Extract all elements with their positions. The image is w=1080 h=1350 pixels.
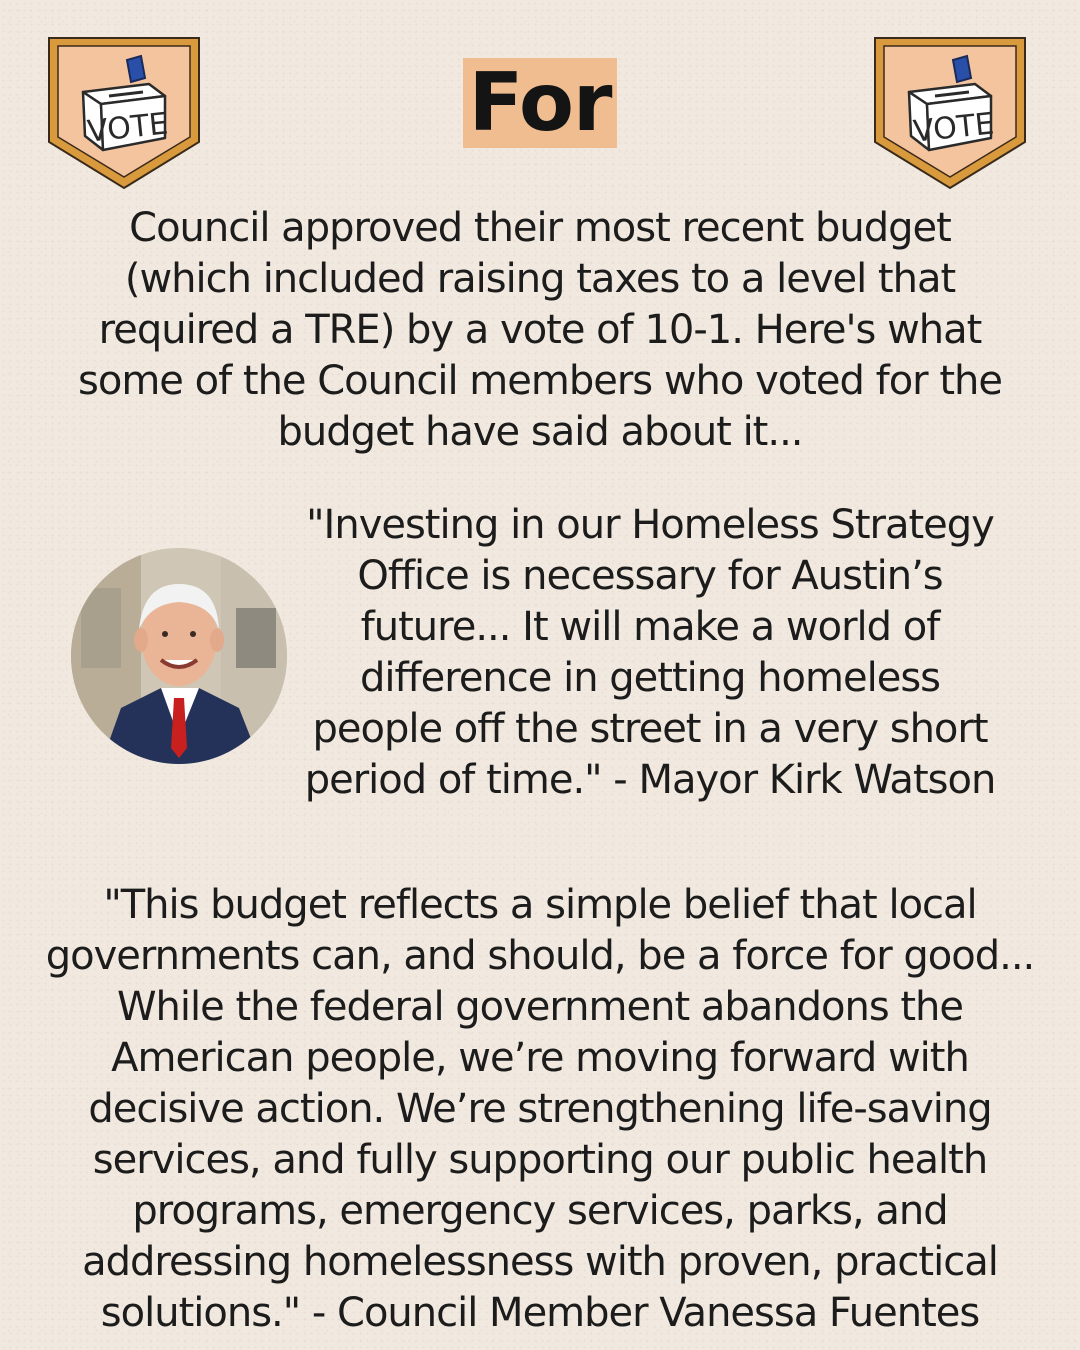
intro-text: Council approved their most recent budget (which included raising taxes to a level that required a TRE) by a vote of 10-1. Here's what some of the Council members who voted for the budget have said about it... bbox=[78, 205, 1002, 455]
vote-badge-right bbox=[871, 34, 1029, 192]
page-title: For bbox=[463, 58, 618, 148]
badge-vote-label: VOTE bbox=[911, 106, 996, 150]
portrait-image bbox=[71, 548, 287, 764]
mayor-portrait bbox=[71, 548, 287, 764]
quote-mayor: "Investing in our Homeless Strategy Office is necessary for Austin’s future... It will make a world of difference in getting homeless people off the street in a very short period of time." - Mayor Kirk Watson bbox=[304, 502, 996, 803]
quote-council-member: "This budget reflects a simple belief that local governments can, and should, be a force for good... While the federal government abandons the American people, we’re moving forward with decisive action. We’re strengthening life-saving services, and fully supporting our public health programs, emergency services, parks, and addressing homelessness with proven, practical solutions." - Council Member Vanessa Fuentes bbox=[45, 882, 1035, 1336]
ballot-box-icon bbox=[871, 34, 1029, 192]
badge-vote-label: VOTE bbox=[85, 106, 170, 150]
